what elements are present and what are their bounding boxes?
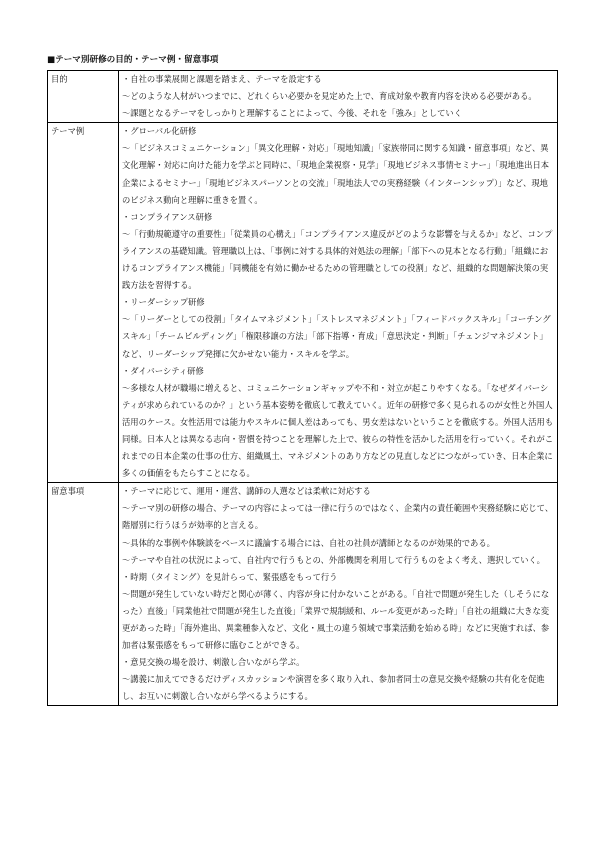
theme-title-compliance: ・コンプライアンス研修	[122, 211, 213, 222]
theme-desc-compliance: ～「行動規範遵守の重要性」「従業員の心構え」「コンプライアンス違反がどのような影響を与えるか」など、コンプライアンスの基礎知識。管理職以上は、「事例に対する具体的対処法の理解」「部下への見本となる行動」「組織におけるコンプライアンス機能」「同機能を有効に働かせるための管理職としての役割」など、組織的な問題解決策の実践方法を習得する。	[122, 228, 553, 291]
document-page	[47, 54, 555, 706]
note-desc: ～テーマや自社の状況によって、自社内で行うもとの、外部機関を利用して行うものをよく考え、選択していく。	[122, 554, 545, 565]
theme-title-diversity: ・ダイバーシティ研修	[122, 365, 204, 376]
training-table	[47, 70, 558, 706]
theme-title-leadership: ・リーダーシップ研修	[122, 297, 205, 308]
purpose-line: ～課題となるテーマをしっかりと理解することによって、今後、それを「強み」としていく	[122, 108, 463, 119]
row-label-theme-examples: テーマ例	[48, 123, 119, 483]
theme-title-globalization: ・グローバル化研修	[122, 126, 197, 137]
theme-desc-globalization: ～「ビジネスコミュニケーション」「異文化理解・対応」「現地知識」「家族帯同に関する知識・留意事項」など、異文化理解・対応に向けた能力を学ぶと同時に、「現地企業視察・見学」「現地ビジネス事情セミナー」「現地進出日本企業によるセミナー」「現地ビジネスパーソンとの交流」「現地法人での実務経験（インターンシップ）」など、現地のビジネス動向と理解に重きを置く。	[122, 143, 550, 205]
purpose-line: ～どのような人材がいつまでに、どれくらい必要かを見定めた上で、育成対象や教育内容を決める必要がある。	[122, 91, 537, 102]
row-body-notes	[119, 483, 558, 706]
note-desc: ～テーマ別の研修の場合、テーマの内容によっては一律に行うのではなく、企業内の責任範囲や実務経験に応じて、階層別に行うほうが効率的と言える。	[122, 503, 554, 531]
theme-desc-diversity: ～多様な人材が職場に増えると、コミュニケーションギャップや不和・対立が起こりやすくなる。「なぜダイバーシティが求められているのか？」という基本姿勢を徹底して教えていく。近年の研修で多く見られるのが女性と外国人活用のケース。女性活用では能力やスキルに個人差はあっても、男女差はないということを徹底する。外国人活用も同様。日本人とは異なる志向・習慣を持つことを理解した上で、彼らの特性を活かした活用を行っていく。それがこれまでの日本企業の仕事の仕方、組織風土、マネジメントのあり方などの見直しなどにつながっていき、日本企業に多くの価値をもたらすことになる。	[122, 382, 554, 479]
note-desc: ～講義に加えてできるだけディスカッションや演習を多く取り入れ、参加者同士の意見交換や経験の共有化を促進し、お互いに刺激し合いながら学べるようにする。	[122, 674, 545, 702]
section-heading: ■テーマ別研修の目的・テーマ例・留意事項	[47, 55, 219, 65]
row-label-notes: 留意事項	[48, 483, 119, 706]
table-row-notes	[48, 483, 558, 706]
theme-desc-leadership: ～「リーダーとしての役割」「タイムマネジメント」「ストレスマネジメント」「フィードバックスキル」「コーチングスキル」「チームビルディング」「権限移譲の方法」「部下指導・育成」「意思決定・判断」「チェンジマネジメント」など、リーダーシップ発揮に欠かせない能力・スキルを学ぶ。	[122, 314, 551, 359]
row-body-theme-examples	[119, 123, 558, 483]
note-desc: ～問題が発生していない時だと関心が薄く、内容が身に付かないことがある。「自社で問題が発生した（しそうになった）直後」「同業他社で問題が発生した直後」「業界で規制緩和、ルール変更があった時」「自社の組織に大きな変更があった時」「海外進出、異業種参入など、文化・風土の違う領域で事業活動を始める時」などに実施すれば、参加者は緊張感をもって研修に臨むことができる。	[122, 588, 550, 651]
note-title-exchange: ・意見交換の場を設け、刺激し合いながら学ぶ。	[122, 657, 305, 668]
row-body-purpose	[119, 71, 558, 123]
note-title-flexible: ・テーマに応じて、運用・運営、講師の人選などは柔軟に対応する	[122, 486, 371, 497]
purpose-line: ・自社の事業展開と課題を踏まえ、テーマを設定する	[122, 74, 322, 84]
note-desc: ～具体的な事例や体験談をベースに議論する場合には、自社の社員が講師となるのが効果的である。	[122, 537, 495, 548]
row-label-purpose: 目的	[48, 71, 119, 123]
note-title-timing: ・時期（タイミング）を見計らって、緊張感をもって行う	[122, 571, 338, 582]
table-row-theme-examples	[48, 123, 558, 483]
table-row-purpose	[48, 71, 558, 123]
